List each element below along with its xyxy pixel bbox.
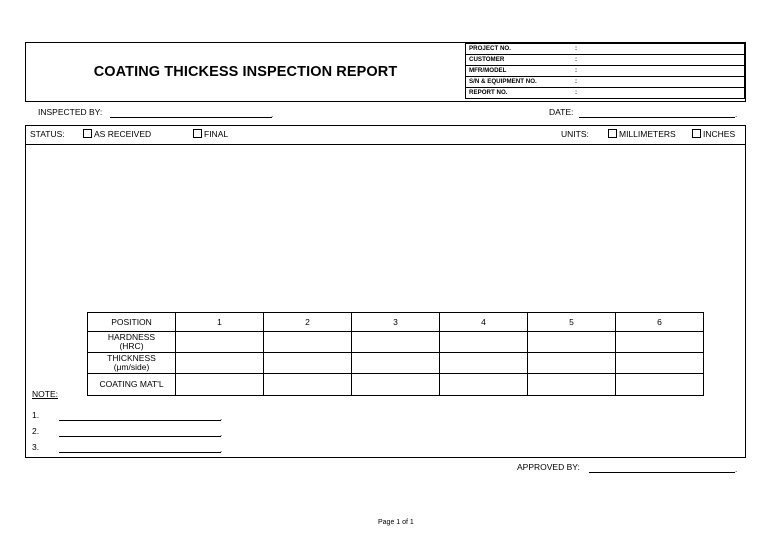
info-value-field[interactable]: : [572,88,745,99]
position-cell: 5 [528,313,616,332]
info-value-field[interactable]: : [572,66,745,77]
info-label: S/N & EQUIPMENT NO. [466,77,573,88]
millimeters-checkbox[interactable] [608,129,617,138]
hardness-cell[interactable] [264,332,352,353]
info-value-field[interactable]: : [572,77,745,88]
hardness-cell[interactable] [176,332,264,353]
inspected-by-label: INSPECTED BY: [38,107,103,117]
note-period: . [220,413,223,422]
thickness-row [88,353,704,374]
info-row-project [466,44,745,55]
as-received-label: AS RECEIVED [94,129,152,139]
position-cell: 3 [352,313,440,332]
note-field[interactable] [59,436,221,437]
status-divider [25,144,746,145]
thickness-cell[interactable] [528,353,616,374]
date-label: DATE: [549,107,574,117]
measurement-table [87,312,704,396]
info-value-field[interactable]: : [572,55,745,66]
coating-cell[interactable] [616,374,704,396]
note-number: 3. [32,442,40,452]
thickness-cell[interactable] [440,353,528,374]
coating-cell[interactable] [528,374,616,396]
report-info-table [465,43,745,99]
approved-by-field[interactable] [589,472,735,473]
inches-checkbox[interactable] [692,129,701,138]
thickness-cell[interactable] [176,353,264,374]
thickness-cell[interactable] [352,353,440,374]
final-label: FINAL [204,129,229,139]
as-received-checkbox[interactable] [83,129,92,138]
position-cell: 2 [264,313,352,332]
millimeters-option[interactable] [608,129,676,139]
status-label: STATUS: [30,129,65,139]
date-period: . [735,110,738,119]
info-row-customer [466,55,745,66]
hardness-cell[interactable] [616,332,704,353]
as-received-option[interactable] [83,129,151,139]
info-label: REPORT NO. [466,88,573,99]
position-row [88,313,704,332]
note-field[interactable] [59,452,221,453]
units-label: UNITS: [561,129,589,139]
inspected-by-period: . [271,110,274,119]
inspected-by-field[interactable] [110,117,272,118]
coating-header: COATING MAT'L [88,374,176,396]
coating-cell[interactable] [176,374,264,396]
position-cell: 4 [440,313,528,332]
info-row-report-no [466,88,745,99]
date-field[interactable] [579,117,735,118]
coating-row [88,374,704,396]
approved-by-label: APPROVED BY: [517,462,580,472]
info-label: MFR/MODEL [466,66,573,77]
thickness-header [88,353,176,374]
hardness-cell[interactable] [440,332,528,353]
note-field[interactable] [59,420,221,421]
hardness-unit: (HRC) [119,341,144,351]
hardness-row [88,332,704,353]
final-checkbox[interactable] [193,129,202,138]
position-cell: 1 [176,313,264,332]
thickness-cell[interactable] [616,353,704,374]
approved-by-period: . [735,465,738,474]
position-cell: 6 [616,313,704,332]
final-option[interactable] [193,129,228,139]
hardness-header [88,332,176,353]
note-period: . [220,445,223,454]
report-title: COATING THICKESS INSPECTION REPORT [93,64,398,80]
hardness-cell[interactable] [352,332,440,353]
page-number: Page 1 of 1 [378,519,414,526]
info-label: PROJECT NO. [466,44,573,55]
info-value-field[interactable]: : [572,44,745,55]
inches-label: INCHES [703,129,736,139]
inches-option[interactable] [692,129,735,139]
thickness-unit: (μm/side) [113,362,150,372]
thickness-cell[interactable] [264,353,352,374]
coating-cell[interactable] [264,374,352,396]
coating-cell[interactable] [440,374,528,396]
info-row-serial-equipment [466,77,745,88]
hardness-label: HARDNESS [107,332,156,342]
info-label: CUSTOMER [466,55,573,66]
coating-cell[interactable] [352,374,440,396]
report-body-box [25,125,746,458]
note-number: 2. [32,426,40,436]
position-header: POSITION [88,313,176,332]
note-label: NOTE: [32,389,58,399]
note-period: . [220,429,223,438]
thickness-label: THICKNESS [107,353,156,363]
hardness-cell[interactable] [528,332,616,353]
info-row-mfr-model [466,66,745,77]
millimeters-label: MILLIMETERS [619,129,676,139]
note-number: 1. [32,410,40,420]
